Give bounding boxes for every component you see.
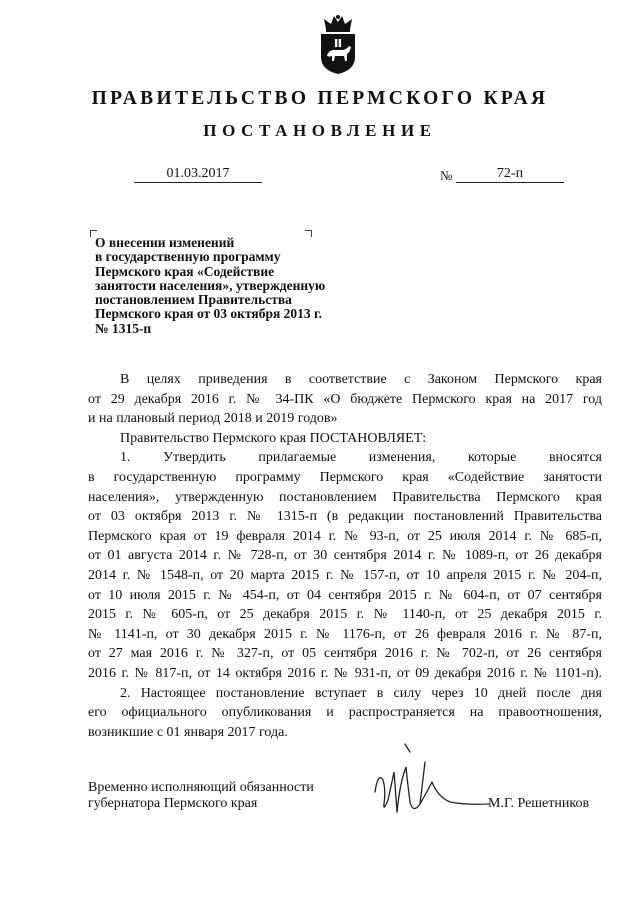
subject-line: Пермского края «Содействие bbox=[95, 263, 275, 279]
signer-name: М.Г. Решетников bbox=[488, 796, 590, 811]
subject-line: О внесении изменений bbox=[95, 235, 235, 250]
subject-line: № 1315-п bbox=[95, 320, 152, 336]
handwritten-signature bbox=[350, 742, 490, 827]
government-title: ПРАВИТЕЛЬСТВО ПЕРМСКОГО КРАЯ bbox=[91, 88, 549, 109]
position-line: Временно исполняющий обязанности bbox=[88, 780, 314, 795]
subject-line: в государственную программу bbox=[95, 249, 281, 265]
decree-date: 01.03.2017 bbox=[134, 166, 262, 183]
decree-subject bbox=[95, 236, 355, 336]
body-line: Правительство Пермского края ПОСТАНОВЛЯЕТ: bbox=[120, 430, 427, 446]
body-line: 2015 г. № 605-п, от 25 декабря 2015 г. № 1140-п, от 25 декабря 2015 г. bbox=[88, 607, 602, 623]
position-line: губернатора Пермского края bbox=[88, 796, 258, 811]
subject-line: занятости населения», утвержденную bbox=[95, 277, 326, 293]
body-line: в государственную программу Пермского края «Содействие занятости bbox=[88, 469, 602, 485]
decree-number: 72-п bbox=[456, 166, 564, 183]
body-line: 2014 г. № 1548-п, от 20 марта 2015 г. № 157-п, от 10 апреля 2015 г. № 204-п, bbox=[88, 567, 602, 583]
body-line: 2016 г. № 817-п, от 14 октября 2016 г. № 931-п, от 09 декабря 2016 г. № 1101-п). bbox=[88, 665, 602, 681]
body-line: населения», утвержденную постановлением Правительства Пермского края bbox=[88, 489, 602, 505]
body-line: возникшие с 01 января 2017 года. bbox=[88, 724, 288, 740]
body-line: 1. Утвердить прилагаемые изменения, которые вносятся bbox=[120, 450, 602, 466]
document-type-title: ПОСТАНОВЛЕНИЕ bbox=[203, 121, 437, 140]
signatory-position bbox=[88, 780, 314, 812]
body-line: от 27 мая 2016 г. № 327-п, от 05 сентября 2016 г. № 702-п, от 26 сентября bbox=[88, 646, 602, 662]
body-line: от 10 июля 2015 г. № 454-п, от 04 сентября 2015 г. № 604-п, от 07 сентября bbox=[88, 587, 602, 603]
perm-krai-coat-of-arms-icon bbox=[318, 13, 358, 75]
decree-body bbox=[88, 370, 602, 742]
number-sign: № bbox=[440, 168, 453, 183]
body-line: № 1141-п, от 30 декабря 2015 г. № 1176-п, от 26 февраля 2016 г. № 87-п, bbox=[88, 626, 602, 642]
body-line: от 29 декабря 2016 г. № 34-ПК «О бюджете Пермского края на 2017 год bbox=[88, 391, 602, 407]
body-line: от 03 октября 2013 г. № 1315-п (в редакции постановлений Правительства bbox=[88, 509, 602, 525]
subject-line: Пермского края от 03 октября 2013 г. bbox=[95, 306, 323, 322]
body-line: и на плановый период 2018 и 2019 годов» bbox=[88, 411, 338, 427]
body-line: В целях приведения в соответствие с Законом Пермского края bbox=[120, 372, 602, 387]
body-line: Пермского края от 19 февраля 2014 г. № 93-п, от 25 июля 2014 г. № 685-п, bbox=[88, 528, 602, 544]
body-line: от 01 августа 2014 г. № 728-п, от 30 сентября 2014 г. № 1089-п, от 26 декабря bbox=[88, 548, 602, 564]
subject-line: постановлением Правительства bbox=[95, 292, 292, 308]
body-line: 2. Настоящее постановление вступает в силу через 10 дней после дня bbox=[120, 685, 602, 701]
body-line: его официального опубликования и распространяется на правоотношения, bbox=[88, 705, 602, 721]
